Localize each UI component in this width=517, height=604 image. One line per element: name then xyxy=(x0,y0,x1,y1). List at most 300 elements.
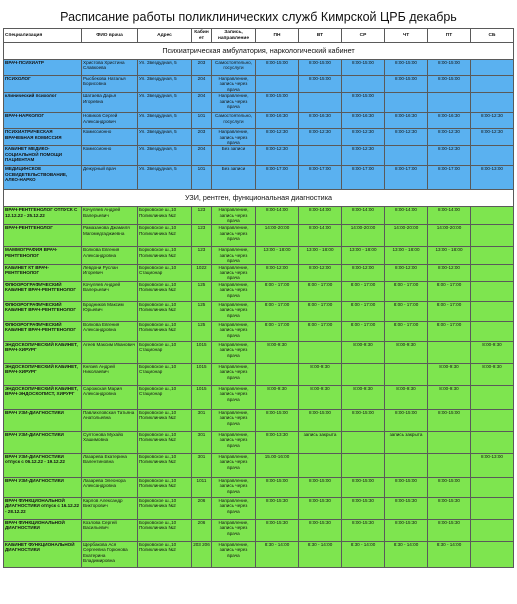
table-cell: 8:00-13:00 xyxy=(471,166,514,190)
table-cell: Лазарева Элеонора Александровна xyxy=(82,477,138,497)
table-cell: 8:30 - 14:00 xyxy=(299,541,342,567)
table-cell: 8:00-9:30 xyxy=(428,385,471,409)
table-cell: 13:00 - 18:00 xyxy=(385,247,428,264)
table-row xyxy=(4,129,514,146)
table-cell: 13:00 - 18:00 xyxy=(256,247,299,264)
table-cell: 8:00-12:30 xyxy=(471,129,514,146)
table-cell xyxy=(428,453,471,477)
table-cell: 8:00-17:00 xyxy=(385,166,428,190)
table-cell: 8:00-9:30 xyxy=(342,341,385,363)
table-row xyxy=(4,247,514,264)
table-cell: Князев Андрей Николаевич xyxy=(82,363,138,385)
table-cell: 8:00 - 17:00 xyxy=(385,301,428,321)
table-cell: 8:00-12:00 xyxy=(342,264,385,281)
table-cell: запись закрыта xyxy=(299,431,342,453)
table-cell: 8:00-16:30 xyxy=(428,113,471,129)
table-cell: 8:00-9:30 xyxy=(471,341,514,363)
table-cell: 8:00-15:00 xyxy=(428,409,471,431)
table-cell: ПСИХИАТРИЧЕСКАЯ ВРАЧЕБНАЯ КОМИССИЯ xyxy=(4,129,82,146)
table-cell: ФЛЮОРОГРАФИЧЕСКИЙ КАБИНЕТ ВРАЧ-РЕНТГЕНОЛОГ xyxy=(4,281,82,301)
table-cell: Султонова Мухайо Хашимовна xyxy=(82,431,138,453)
table-cell: 123 xyxy=(192,225,212,247)
table-cell: Борковское ш.,10 Поликлиника №2 xyxy=(138,225,192,247)
table-cell: 8:00-9:30 xyxy=(342,385,385,409)
table-row xyxy=(4,76,514,93)
table-row xyxy=(4,477,514,497)
table-cell: ВРАЧ УЗИ-ДИАГНОСТИКИ xyxy=(4,477,82,497)
header-cell-specialization: Специализация xyxy=(4,29,82,43)
table-cell: 8:00 - 17:00 xyxy=(342,321,385,341)
header-cell-thu: ЧТ xyxy=(385,29,428,43)
table-cell: КАБИНЕТ ФУНКЦИОНАЛЬНОЙ ДИАГНОСТИКИ xyxy=(4,541,82,567)
section-title: УЗИ, рентген, функциональная диагностика xyxy=(4,190,514,207)
schedule-body xyxy=(4,43,514,568)
table-cell: 8:00-15:00 xyxy=(299,76,342,93)
table-cell: 8:30 - 14:00 xyxy=(428,541,471,567)
table-cell: Борковское ш.,10 Поликлиника №2 xyxy=(138,519,192,541)
table-cell: Самостоятельно, госуслуги xyxy=(212,60,256,76)
table-cell: Новиков Сергей Александрович xyxy=(82,113,138,129)
table-cell xyxy=(385,453,428,477)
table-cell: Борковское ш.,10 Поликлиника №2 xyxy=(138,247,192,264)
table-cell xyxy=(471,247,514,264)
table-cell xyxy=(342,76,385,93)
table-cell: 8:00-17:00 xyxy=(428,166,471,190)
table-cell: 203 xyxy=(192,129,212,146)
table-cell: 8:00-14:00 xyxy=(256,207,299,225)
table-cell: Павлихловская Татьяна Анатольевна xyxy=(82,409,138,431)
header-cell-tue: ВТ xyxy=(299,29,342,43)
table-row xyxy=(4,264,514,281)
table-cell: 8:00-15:30 xyxy=(385,519,428,541)
table-cell: 8:30 - 14:00 xyxy=(342,541,385,567)
schedule-sheet xyxy=(3,28,513,568)
table-cell: Направление, запись через врача xyxy=(212,281,256,301)
table-cell: 8:00-15:00 xyxy=(342,93,385,113)
table-cell: Ул. Звездудная, 5 xyxy=(138,93,192,113)
table-cell: 8:00-16:30 xyxy=(385,113,428,129)
table-cell: 8:00-12:30 xyxy=(428,146,471,166)
table-cell: 8:00-12:30 xyxy=(385,129,428,146)
table-cell: 13:00 - 18:00 xyxy=(342,247,385,264)
table-cell: 8:00-14:00 xyxy=(299,225,342,247)
table-cell: 8:00-12:30 xyxy=(299,129,342,146)
table-cell: 8:00-17:00 xyxy=(256,166,299,190)
header-cell-wed: СР xyxy=(342,29,385,43)
table-cell: Шатаева Дарья Игоревна xyxy=(82,93,138,113)
table-cell: ФЛЮОРОГРАФИЧЕСКИЙ КАБИНЕТ ВРАЧ-РЕНТГЕНОЛОГ xyxy=(4,301,82,321)
table-cell: Направление, запись через врача xyxy=(212,409,256,431)
table-cell xyxy=(471,431,514,453)
table-cell: Левдони Руслан Игоревич xyxy=(82,264,138,281)
table-cell: 8:00-15:30 xyxy=(428,519,471,541)
table-cell xyxy=(342,431,385,453)
table-cell: Ул. Звездудная, 5 xyxy=(138,76,192,93)
table-cell: 14:00-20:00 xyxy=(385,225,428,247)
table-cell xyxy=(471,264,514,281)
table-cell: Рамазанова Джамиля Магомедгаджиевна xyxy=(82,225,138,247)
table-cell: 123 xyxy=(192,247,212,264)
table-cell: Волкова Евгения Александровна xyxy=(82,247,138,264)
table-cell: 8:00-15:00 xyxy=(299,60,342,76)
table-cell: Христова Христина Славкоева xyxy=(82,60,138,76)
table-cell: 8:00-13:00 xyxy=(471,453,514,477)
table-cell xyxy=(299,453,342,477)
table-cell: 8:00-12:30 xyxy=(428,129,471,146)
table-row xyxy=(4,519,514,541)
table-cell: ФЛЮОРОГРАФИЧЕСКИЙ КАБИНЕТ ВРАЧ-РЕНТГЕНОЛОГ xyxy=(4,321,82,341)
table-row xyxy=(4,93,514,113)
table-cell xyxy=(256,76,299,93)
header-cell-doctor: ФИО врача xyxy=(82,29,138,43)
table-cell: 8:00 - 17:00 xyxy=(428,321,471,341)
table-cell: ЭНДОСКОПИЧЕСКИЙ КАБИНЕТ, ВРАЧ-ХИРУРГ xyxy=(4,341,82,363)
table-cell: 8:00-12:30 xyxy=(342,146,385,166)
table-row xyxy=(4,341,514,363)
table-cell: 8:00-16:30 xyxy=(342,113,385,129)
table-cell: 8:00-15:00 xyxy=(428,76,471,93)
table-cell: 8:00-12:00 xyxy=(256,264,299,281)
table-cell: 8:00-15:00 xyxy=(342,60,385,76)
table-cell: 8:00-15:00 xyxy=(385,477,428,497)
table-cell: 1015 xyxy=(192,363,212,385)
table-cell: 14:00-20:00 xyxy=(256,225,299,247)
header-cell-sat: СБ xyxy=(471,29,514,43)
table-row xyxy=(4,431,514,453)
table-cell: 8:00 - 17:00 xyxy=(299,321,342,341)
table-cell: Кочуляев Андрей Валерьевич xyxy=(82,207,138,225)
table-cell: Направление, запись через врача xyxy=(212,301,256,321)
table-cell: Ул. Звездудная, 5 xyxy=(138,129,192,146)
table-cell: 8:00-12:00 xyxy=(299,264,342,281)
table-cell: запись закрыта xyxy=(385,431,428,453)
table-cell: Направление, запись через врача xyxy=(212,93,256,113)
table-cell: 8:00-14:00 xyxy=(342,207,385,225)
table-cell: 8:00-15:00 xyxy=(256,93,299,113)
table-cell: 206 xyxy=(192,519,212,541)
table-cell: 14:00-20:00 xyxy=(342,225,385,247)
table-cell: Борковское ш.,10 Поликлиника №2 xyxy=(138,431,192,453)
table-cell: ВРАЧ-ПСИХИАТР xyxy=(4,60,82,76)
table-cell: 8:00-15:00 xyxy=(256,477,299,497)
header-cell-mon: ПН xyxy=(256,29,299,43)
table-cell: 8:00-12:30 xyxy=(256,129,299,146)
table-cell xyxy=(256,363,299,385)
table-cell xyxy=(471,146,514,166)
table-cell: 8:00-15:30 xyxy=(256,519,299,541)
table-cell: 8:00-9:30 xyxy=(256,385,299,409)
table-cell: 8:00-9:30 xyxy=(299,385,342,409)
table-cell: Волкова Евгения Александровна xyxy=(82,321,138,341)
table-cell: 8:00-9:30 xyxy=(428,363,471,385)
table-cell: Борковское ш.,10 Поликлиника №2 xyxy=(138,321,192,341)
table-cell: 123 xyxy=(192,207,212,225)
table-cell: 8:00-15:00 xyxy=(256,409,299,431)
table-cell: 8:00 - 17:00 xyxy=(342,281,385,301)
table-cell: МЕДИЦИНСКОЕ ОСВИДЕТЕЛЬСТВОВАНИЕ, АЛКО-НАРКО xyxy=(4,166,82,190)
table-cell: 8:00 - 17:00 xyxy=(428,301,471,321)
table-cell: Карлов Александр Викторович xyxy=(82,497,138,519)
table-cell: 8:00-9:30 xyxy=(385,341,428,363)
table-cell: Борковское ш.,10 Стационар xyxy=(138,385,192,409)
table-cell xyxy=(471,409,514,431)
table-cell: 8:00-15:00 xyxy=(385,60,428,76)
table-cell: Козлова Сергей Васильевич xyxy=(82,519,138,541)
table-cell xyxy=(428,93,471,113)
table-cell: 8:00-14:00 xyxy=(299,207,342,225)
table-cell: Рысбекова Наталья Борисовна xyxy=(82,76,138,93)
table-cell: Направление, запись через врача xyxy=(212,497,256,519)
table-cell: 8:00-15:00 xyxy=(256,60,299,76)
table-cell: Борковское ш.,10 Поликлиника №2 xyxy=(138,477,192,497)
table-cell: Борковское ш.,10 Поликлиника №2 xyxy=(138,409,192,431)
table-cell: Борковское ш.,10 Поликлиника №2 xyxy=(138,207,192,225)
table-cell: Борковское ш.,10 Поликлиника №2 xyxy=(138,453,192,477)
table-cell: 15.00-16:00 xyxy=(256,453,299,477)
table-cell xyxy=(471,519,514,541)
table-cell: 125 xyxy=(192,281,212,301)
table-cell: Борковское ш.,10 Поликлиника №2 xyxy=(138,497,192,519)
table-cell: 8:00-15:00 xyxy=(385,409,428,431)
table-cell xyxy=(471,225,514,247)
table-cell: 13:00 - 18:00 xyxy=(428,247,471,264)
table-cell: Направление, запись через врача xyxy=(212,207,256,225)
table-row xyxy=(4,321,514,341)
table-cell: 204 xyxy=(192,93,212,113)
table-cell: Ул. Звездудная, 5 xyxy=(138,146,192,166)
table-cell: 8:00-16:30 xyxy=(256,113,299,129)
table-cell: Направление, запись через врача xyxy=(212,321,256,341)
table-row xyxy=(4,363,514,385)
table-cell: ПСИХОЛОГ xyxy=(4,76,82,93)
table-cell: Направление, запись через врача xyxy=(212,264,256,281)
table-cell: 203 206 xyxy=(192,541,212,567)
table-cell: 8:00-15:30 xyxy=(299,519,342,541)
table-cell: Борковское ш.,10 Поликлиника №2 xyxy=(138,281,192,301)
table-cell: Направление, запись через врача xyxy=(212,385,256,409)
table-cell: Ул. Звездудная, 5 xyxy=(138,166,192,190)
table-cell: Борковское ш.,10 Стационар xyxy=(138,341,192,363)
table-cell: Борковское ш.,10 Поликлиника №2 xyxy=(138,301,192,321)
table-cell: 8:00-15:30 xyxy=(428,497,471,519)
table-cell: Агеев Максим Иванович xyxy=(82,341,138,363)
table-cell: 8:00 - 17:00 xyxy=(385,281,428,301)
table-cell: ВРАЧ УЗИ-ДИАГНОСТИКИ отпуск с 06.12.22 - 19.12.22 xyxy=(4,453,82,477)
table-cell: 101 xyxy=(192,166,212,190)
table-cell: ВРАЧ-НАРКОЛОГ xyxy=(4,113,82,129)
table-cell: 8:00 - 17:00 xyxy=(428,281,471,301)
table-cell: 8:00-12:00 xyxy=(385,264,428,281)
table-cell: Самостоятельно, госуслуги xyxy=(212,113,256,129)
table-cell: Ул. Звездудная, 5 xyxy=(138,113,192,129)
table-cell xyxy=(471,385,514,409)
table-cell xyxy=(471,93,514,113)
table-cell xyxy=(428,431,471,453)
table-cell: ВРАЧ УЗИ-ДИАГНОСТИКИ xyxy=(4,409,82,431)
table-cell: Комиссионно xyxy=(82,129,138,146)
table-cell: 8:00 - 17:00 xyxy=(342,301,385,321)
table-cell: Направление, запись через врача xyxy=(212,341,256,363)
table-cell: Щербакова Ася Сергеевна Горюнова Екатерина Владимировна xyxy=(82,541,138,567)
table-row xyxy=(4,166,514,190)
table-row xyxy=(4,225,514,247)
table-cell xyxy=(471,60,514,76)
table-row xyxy=(4,113,514,129)
table-cell xyxy=(342,363,385,385)
table-cell: Бродников Максим Юрьевич xyxy=(82,301,138,321)
section-title: Психиатрическая амбулатория, наркологический кабинет xyxy=(4,43,514,60)
table-cell: Направление, запись через врача xyxy=(212,541,256,567)
table-row xyxy=(4,60,514,76)
table-cell: 13:00 - 18:00 xyxy=(299,247,342,264)
table-cell xyxy=(471,541,514,567)
table-cell: 8:00-15:30 xyxy=(342,497,385,519)
table-cell: 8:00-9:30 xyxy=(471,363,514,385)
table-cell: 8:00-15:30 xyxy=(299,497,342,519)
table-cell xyxy=(342,453,385,477)
table-row xyxy=(4,146,514,166)
table-cell xyxy=(471,281,514,301)
table-cell xyxy=(471,207,514,225)
table-cell: Направление, запись через врача xyxy=(212,453,256,477)
table-cell: 8:00-12:30 xyxy=(342,129,385,146)
table-cell: 206 xyxy=(192,497,212,519)
table-cell: 8:00-15:00 xyxy=(428,477,471,497)
section-header-row xyxy=(4,190,514,207)
table-cell: 8:00-15:00 xyxy=(299,477,342,497)
table-cell xyxy=(299,146,342,166)
table-cell: 8:00-14:00 xyxy=(385,207,428,225)
table-cell: 1015 xyxy=(192,385,212,409)
table-cell: КАБИНЕТ МЕДИКО-СОЦИАЛЬНОЙ ПОМОЩИ ПАЦИЕНТАМ xyxy=(4,146,82,166)
table-cell: Борковское ш.,10 Стационар xyxy=(138,363,192,385)
table-row xyxy=(4,541,514,567)
header-row xyxy=(4,29,514,43)
table-cell: Направление, запись через врача xyxy=(212,519,256,541)
table-cell: 204 xyxy=(192,76,212,93)
table-cell: Направление, запись через врача xyxy=(212,247,256,264)
table-cell: ВРАЧ ФУНКЦИОНАЛЬНОЙ ДИАГНОСТИКИ отпуск с 16.12.22 - 28.12.22 xyxy=(4,497,82,519)
table-cell xyxy=(385,363,428,385)
table-cell: 8:00 - 17:00 xyxy=(385,321,428,341)
table-cell: 8:00-15:30 xyxy=(256,497,299,519)
table-cell: 8:00 - 17:00 xyxy=(256,301,299,321)
table-cell: 8:00-15:30 xyxy=(385,497,428,519)
table-cell: 8:00-17:00 xyxy=(342,166,385,190)
table-row xyxy=(4,409,514,431)
table-cell: ВРАЧ-РЕНТГЕНОЛОГ ОТПУСК С 12.12.22 - 25.12.22 xyxy=(4,207,82,225)
table-cell: 301 xyxy=(192,409,212,431)
table-cell: Направление, запись через врача xyxy=(212,76,256,93)
table-cell: Сарожская Мария Александровна xyxy=(82,385,138,409)
header-cell-room: Кабинет xyxy=(192,29,212,43)
table-cell: Направление, запись через врача xyxy=(212,363,256,385)
table-cell: 204 xyxy=(192,146,212,166)
table-cell: 8:00-12:30 xyxy=(471,113,514,129)
table-cell xyxy=(428,341,471,363)
table-cell: Направление, запись через врача xyxy=(212,129,256,146)
table-cell: 8:30 - 14:00 xyxy=(385,541,428,567)
table-cell: 8:00-13:30 xyxy=(256,431,299,453)
table-cell: Без записи xyxy=(212,146,256,166)
table-row xyxy=(4,497,514,519)
header-cell-appointment: Запись, направление xyxy=(212,29,256,43)
table-cell: Борковское ш.,10 Поликлиника №2 xyxy=(138,541,192,567)
table-cell: 14:00-20:00 xyxy=(428,225,471,247)
table-cell xyxy=(385,146,428,166)
table-cell: 101 xyxy=(192,113,212,129)
table-cell xyxy=(471,321,514,341)
table-cell: Ул. Звездудная, 5 xyxy=(138,60,192,76)
table-row xyxy=(4,207,514,225)
table-cell: клинический психолог xyxy=(4,93,82,113)
section-header-row xyxy=(4,43,514,60)
table-cell: 8:00-9:30 xyxy=(256,341,299,363)
table-cell: ВРАЧ ФУНКЦИОНАЛЬНОЙ ДИАГНОСТИКИ xyxy=(4,519,82,541)
table-row xyxy=(4,453,514,477)
table-cell: 8:00-14:00 xyxy=(428,207,471,225)
table-cell: Направление, запись через врача xyxy=(212,477,256,497)
table-cell: 8:30 - 14:00 xyxy=(256,541,299,567)
header-cell-address: Адрес xyxy=(138,29,192,43)
table-cell xyxy=(471,76,514,93)
table-cell: 8:00-15:00 xyxy=(385,76,428,93)
page-title: Расписание работы поликлинических служб Кимрской ЦРБ декабрь xyxy=(60,10,457,24)
table-cell: 8:00 - 17:00 xyxy=(256,281,299,301)
table-cell: 8:00-16:30 xyxy=(299,113,342,129)
table-cell: Комиссионно xyxy=(82,146,138,166)
table-cell xyxy=(299,341,342,363)
table-cell xyxy=(471,497,514,519)
table-cell: ВРАЧ-РЕНТГЕНОЛОГ xyxy=(4,225,82,247)
table-cell: 8:00-9:30 xyxy=(385,385,428,409)
table-cell: 8:00-15:00 xyxy=(342,409,385,431)
table-cell: ЭНДОСКОПИЧЕСКИЙ КАБИНЕТ, ВРАЧ-ЭНДОСКОПИСТ, ХИРУРГ xyxy=(4,385,82,409)
table-cell: 8:00-9:30 xyxy=(299,363,342,385)
table-cell: 1022 xyxy=(192,264,212,281)
table-cell: 8:00-15:00 xyxy=(299,409,342,431)
table-cell: 8:00 - 17:00 xyxy=(299,301,342,321)
table-cell: 1015 xyxy=(192,341,212,363)
table-cell: 8:00-15:00 xyxy=(428,60,471,76)
table-cell: 125 xyxy=(192,321,212,341)
table-row xyxy=(4,385,514,409)
table-row xyxy=(4,281,514,301)
table-cell: 203 xyxy=(192,60,212,76)
table-cell: 8:00-15:00 xyxy=(342,477,385,497)
header-cell-fri: ПТ xyxy=(428,29,471,43)
table-cell: 1011 xyxy=(192,477,212,497)
table-cell: Борковское ш.,10 Стационар xyxy=(138,264,192,281)
table-cell: Лазарева Екатерина Валентиновна xyxy=(82,453,138,477)
table-cell: Кочуляев Андрей Валерьевич xyxy=(82,281,138,301)
table-cell: ВРАЧ УЗИ-ДИАГНОСТИКИ xyxy=(4,431,82,453)
table-cell: ЭНДОСКОПИЧЕСКИЙ КАБИНЕТ, ВРАЧ-ХИРУРГ xyxy=(4,363,82,385)
table-cell xyxy=(385,93,428,113)
table-cell: 301 xyxy=(192,453,212,477)
table-cell: 8:00-12:30 xyxy=(256,146,299,166)
schedule-table xyxy=(3,28,514,568)
table-cell: 8:00 - 17:00 xyxy=(299,281,342,301)
table-cell xyxy=(471,301,514,321)
table-cell: Без записи xyxy=(212,166,256,190)
table-cell: 8:00 - 17:00 xyxy=(256,321,299,341)
table-cell: Дежурный врач xyxy=(82,166,138,190)
table-cell: 8:00-17:00 xyxy=(299,166,342,190)
table-cell: КАБИНЕТ КТ ВРАЧ-РЕНТГЕНОЛОГ xyxy=(4,264,82,281)
table-cell: 301 xyxy=(192,431,212,453)
table-cell: 8:00-12:00 xyxy=(428,264,471,281)
